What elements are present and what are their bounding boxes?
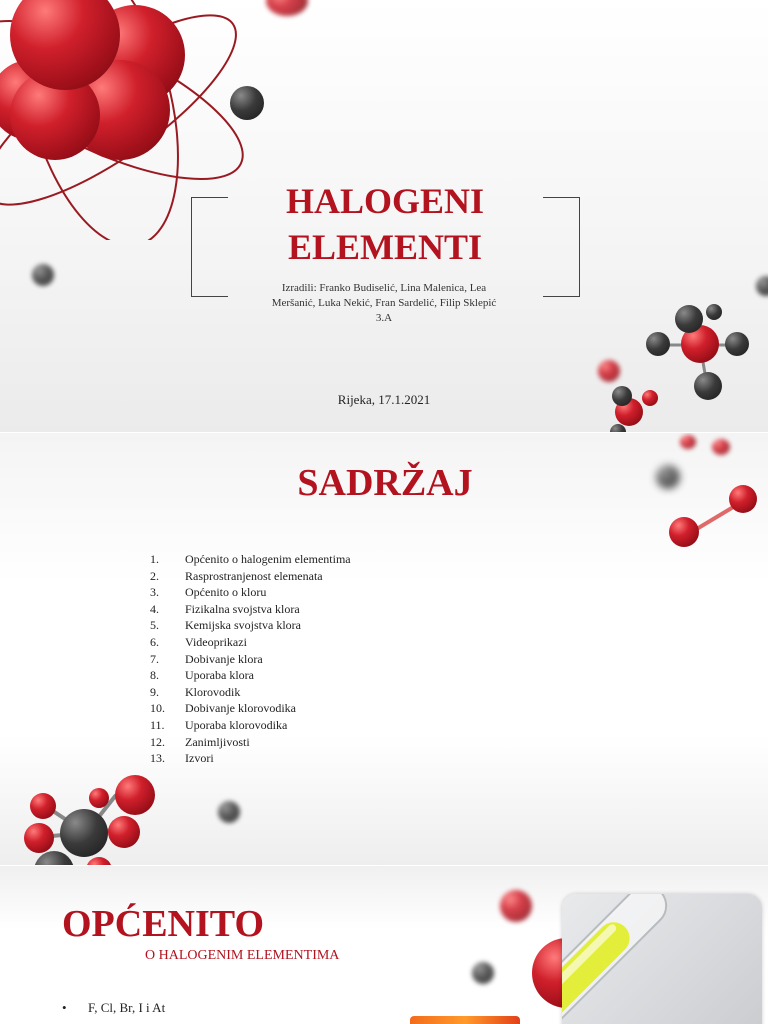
list-number: 7. <box>150 651 159 666</box>
list-number: 5. <box>150 618 159 633</box>
list-label: Uporaba klorovodika <box>185 717 288 732</box>
list-label: Klorovodik <box>185 684 241 699</box>
contents-list-item <box>150 601 351 618</box>
contents-title: SADRŽAJ <box>297 462 473 504</box>
list-number: 9. <box>150 684 159 699</box>
list-label: Izvori <box>185 751 214 766</box>
blurred-atom-icon <box>218 801 240 823</box>
contents-list-item <box>150 568 351 585</box>
list-label: Uporaba klora <box>185 668 254 683</box>
list-number: 1. <box>150 552 159 566</box>
blurred-atom-icon <box>656 465 680 489</box>
bullet-item <box>62 1000 165 1016</box>
list-label: Kemijska svojstva klora <box>185 618 301 633</box>
list-number: 4. <box>150 601 159 616</box>
contents-list-item <box>150 551 351 568</box>
contents-slide <box>0 433 768 865</box>
contents-list-item <box>150 734 351 751</box>
presentation-title: HALOGENI ELEMENTI <box>285 181 485 267</box>
test-tube-photo <box>562 894 762 1024</box>
contents-list <box>150 551 351 767</box>
title-slide <box>0 0 768 432</box>
authors-text: Izradili: Franko Budiselić, Lina Malenica, Lea Meršanić, Luka Nekić, Fran Sardelić, Filip Sklepić 3.A <box>271 282 497 324</box>
list-number: 12. <box>150 734 165 749</box>
contents-list-item <box>150 617 351 634</box>
flame-photo <box>410 1016 520 1024</box>
list-label: Fizikalna svojstva klora <box>185 601 300 616</box>
contents-list-item <box>150 651 351 668</box>
list-number: 13. <box>150 751 165 766</box>
blurred-atom-icon <box>32 264 54 286</box>
list-number: 6. <box>150 634 159 649</box>
blurred-atom-icon <box>680 435 696 449</box>
list-label: Općenito o kloru <box>185 585 267 600</box>
list-number: 2. <box>150 568 159 583</box>
list-label: Zanimljivosti <box>185 734 250 749</box>
blurred-atom-icon <box>712 439 730 455</box>
list-number: 8. <box>150 668 159 683</box>
list-label: Rasprostranjenost elemenata <box>185 568 323 583</box>
title-bracket-right <box>543 197 580 297</box>
contents-list-item <box>150 667 351 684</box>
contents-list-item <box>150 584 351 601</box>
contents-list-item <box>150 717 351 734</box>
list-label: Dobivanje klora <box>185 651 263 666</box>
list-number: 10. <box>150 701 165 716</box>
blurred-atom-icon <box>500 890 532 922</box>
contents-list-item <box>150 634 351 651</box>
overview-subtitle: O HALOGENIM ELEMENTIMA <box>145 948 340 963</box>
contents-list-item <box>150 700 351 717</box>
blurred-atom-icon <box>598 360 620 382</box>
bullet-icon: • <box>62 1000 67 1015</box>
blurred-atom-icon <box>756 276 768 296</box>
contents-list-item <box>150 750 351 767</box>
list-number: 3. <box>150 585 159 600</box>
blurred-atom-icon <box>472 962 494 984</box>
contents-list-item <box>150 684 351 701</box>
overview-slide <box>0 866 768 1024</box>
bullet-text: F, Cl, Br, I i At <box>88 1000 166 1015</box>
title-bracket-left <box>191 197 228 297</box>
list-label: Općenito o halogenim elementima <box>185 552 351 566</box>
list-label: Dobivanje klorovodika <box>185 701 296 716</box>
place-date: Rijeka, 17.1.2021 <box>337 392 431 407</box>
overview-title: OPĆENITO <box>62 903 265 945</box>
list-number: 11. <box>150 717 165 732</box>
list-label: Videoprikazi <box>185 634 247 649</box>
